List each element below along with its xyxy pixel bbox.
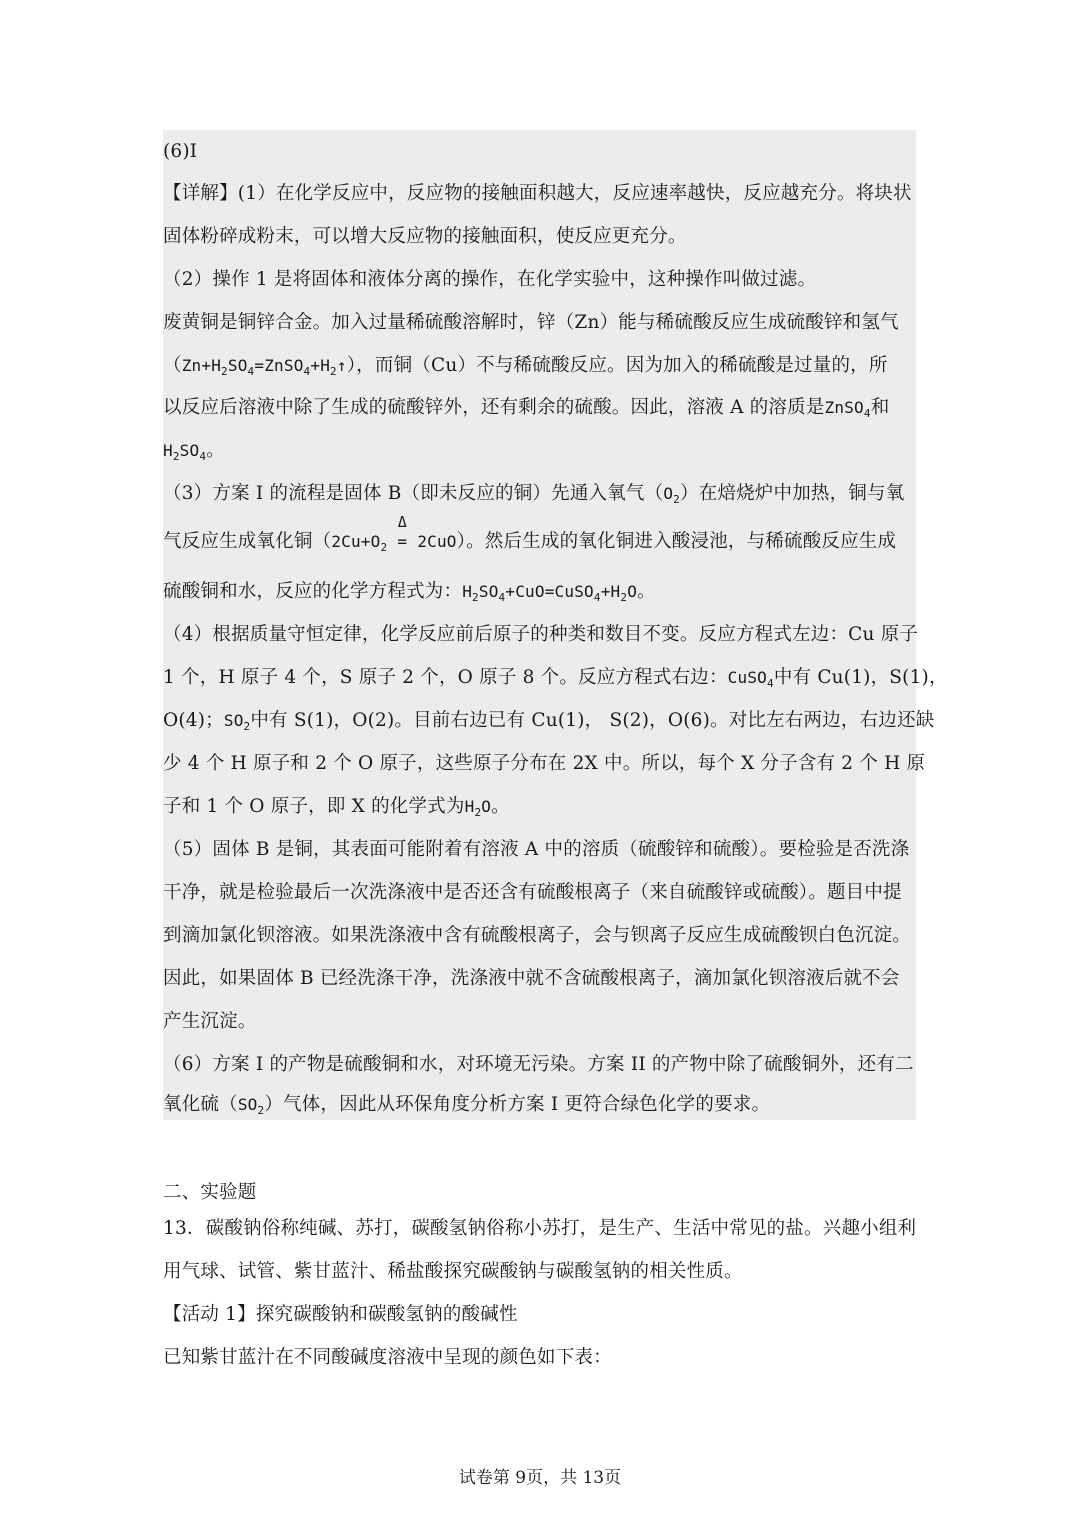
answer-line: 1 个，H 原子 4 个，S 原子 2 个，O 原子 8 个。反应方程式右边：CuSO$_4$中有 Cu(1)，S(1)， bbox=[163, 667, 948, 690]
answer-line: （5）固体 B 是铜，其表面可能附着有溶液 A 中的溶质（硫酸锌和硫酸）。要检验是否洗涤 bbox=[163, 839, 910, 860]
chem-formula: $H_2SO_4$ bbox=[163, 441, 207, 463]
answer-line: (6)I bbox=[163, 141, 198, 162]
answer-line: 固体粉碎成粉末，可以增大反应物的接触面积，使反应更充分。 bbox=[163, 226, 687, 247]
chem-formula: $H_2O$ bbox=[464, 797, 492, 819]
chem-formula: ZnSO$_4$ bbox=[824, 398, 871, 420]
answer-line: 硫酸铜和水，反应的化学方程式为：$H_2SO_4+CuO=CuSO_4+H_2O$。 bbox=[163, 581, 656, 604]
answer-explanation-box bbox=[163, 130, 948, 1120]
section-title: 二、实验题 bbox=[163, 1182, 257, 1203]
chem-formula: $SO_2$ bbox=[237, 1095, 265, 1117]
activity-heading: 【活动 1】探究碳酸钠和碳酸氢钠的酸碱性 bbox=[163, 1304, 518, 1325]
chem-formula: $O_2$ bbox=[663, 484, 680, 506]
answer-line: 产生沉淀。 bbox=[163, 1011, 257, 1032]
chem-formula: CuSO$_4$ bbox=[727, 668, 774, 690]
answer-line: （4）根据质量守恒定律，化学反应前后原子的种类和数目不变。反应方程式左边：Cu 原子 bbox=[163, 624, 919, 645]
answer-line: $H_2SO_4$。 bbox=[163, 440, 225, 463]
answer-line: （6）方案 I 的产物是硫酸铜和水，对环境无污染。方案 II 的产物中除了硫酸铜外，还有二 bbox=[163, 1054, 914, 1075]
answer-line-copper-oxidation: 气反应生成氧化铜（$2Cu+O_2$ Δ = 2CuO）。然后生成的氧化铜进入酸浸池，与稀硫酸反应生成 bbox=[163, 530, 896, 554]
answer-line: 氧化硫$(SO_2)$气体，因此从环保角度分析方案 I 更符合绿色化学的要求。 bbox=[163, 1094, 771, 1117]
delta-symbol: Δ bbox=[397, 513, 407, 531]
answer-line: 到滴加氯化钡溶液。如果洗涤液中含有硫酸根离子，会与钡离子反应生成硫酸钡白色沉淀。 bbox=[163, 925, 912, 946]
answer-line-zinc-equation: $(Zn+H_2SO_4=ZnSO_4+H_2↑)$，而铜（Cu）不与稀硫酸反应。因为加入的稀硫酸是过量的，所 bbox=[163, 355, 888, 378]
page-footer: 试卷第 9页，共 13页 bbox=[458, 1468, 622, 1488]
answer-line: 少 4 个 H 原子和 2 个 O 原子，这些原子分布在 2X 中。所以，每个 X 分子含有 2 个 H 原 bbox=[163, 753, 926, 774]
answer-line: 以反应后溶液中除了生成的硫酸锌外，还有剩余的硫酸。因此，溶液 A 的溶质是ZnSO$_4$和 bbox=[163, 397, 890, 420]
heating-equals-sign: Δ = bbox=[387, 530, 417, 554]
table-intro: 已知紫甘蓝汁在不同酸碱度溶液中呈现的颜色如下表： bbox=[163, 1347, 612, 1368]
answer-line: （3）方案 I 的流程是固体 B（即未反应的铜）先通入氧气$(O_2)$在焙烧炉中加热，铜与氧 bbox=[163, 483, 905, 506]
answer-line: O(4)；$SO_2$中有 S(1)，O(2)。目前右边已有 Cu(1)， S(2)，O(6)。对比左右两边，右边还缺 bbox=[163, 710, 935, 733]
answer-line: 子和 1 个 O 原子，即 X 的化学式为$H_2O$。 bbox=[163, 796, 510, 819]
chem-formula: $H_2SO_4+CuO=CuSO_4+H_2O$ bbox=[462, 582, 638, 604]
chem-formula: $SO_2$ bbox=[223, 711, 251, 733]
question-13-line-2: 用气球、试管、紫甘蓝汁、稀盐酸探究碳酸钠与碳酸氢钠的相关性质。 bbox=[163, 1261, 743, 1282]
chem-formula: $Zn+H_2SO_4=ZnSO_4+H_2↑$ bbox=[181, 356, 347, 378]
answer-line: 【详解】(1）在化学反应中，反应物的接触面积越大，反应速率越快，反应越充分。将块状 bbox=[163, 183, 912, 204]
chem-formula: $2Cu+O_2$ Δ = 2CuO bbox=[331, 532, 456, 551]
answer-line: 干净，就是检验最后一次洗涤液中是否还含有硫酸根离子（来自硫酸锌或硫酸）。题目中提 bbox=[163, 882, 902, 903]
question-13-line-1: 13．碳酸钠俗称纯碱、苏打，碳酸氢钠俗称小苏打，是生产、生活中常见的盐。兴趣小组利 bbox=[163, 1218, 917, 1239]
answer-line: （2）操作 1 是将固体和液体分离的操作，在化学实验中，这种操作叫做过滤。 bbox=[163, 269, 817, 290]
answer-line: 废黄铜是铜锌合金。加入过量稀硫酸溶解时，锌（Zn）能与稀硫酸反应生成硫酸锌和氢气 bbox=[163, 312, 899, 333]
answer-line: 因此，如果固体 B 已经洗涤干净，洗涤液中就不含硫酸根离子，滴加氯化钡溶液后就不会 bbox=[163, 968, 900, 989]
